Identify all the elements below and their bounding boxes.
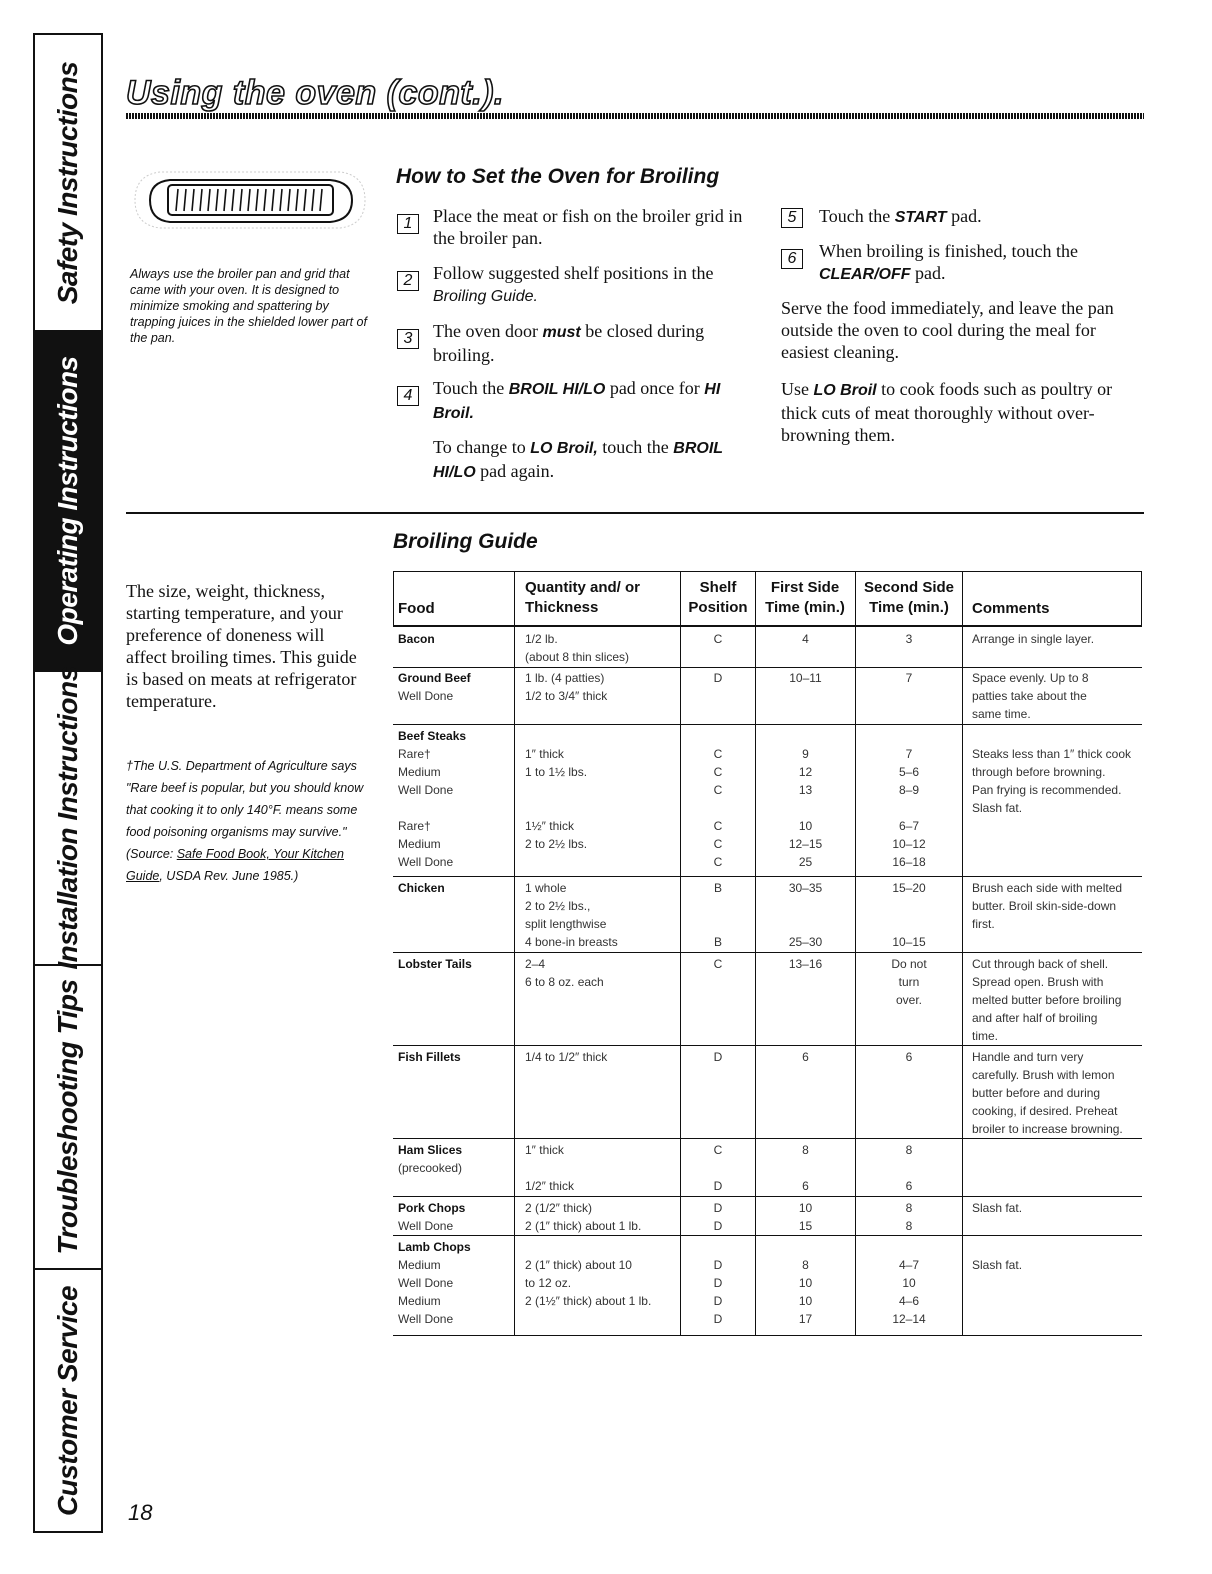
table-cell-food: Beef Steaks bbox=[398, 729, 467, 743]
table-cell-second: 8 8 bbox=[905, 1201, 913, 1233]
sidebar-tab-troubleshooting-tips[interactable] bbox=[35, 966, 101, 1270]
step-text bbox=[433, 320, 753, 366]
broiler-pan-caption: Always use the broiler pan and grid that came with your oven. It is designed to minimize smoking and spattering by trapping juices in the shielded lower part of the pan. bbox=[130, 267, 367, 345]
text-bold: must bbox=[542, 324, 581, 341]
sidebar-tab-operating-instructions[interactable] bbox=[35, 332, 101, 672]
column-header-first-side: First Side Time (min.) bbox=[765, 579, 845, 616]
text-bold: HI Broil. bbox=[433, 381, 721, 422]
table-cell-second: 15–20 10–15 bbox=[892, 881, 926, 949]
table-cell-first: 9 12 13 10 12–15 25 bbox=[788, 747, 823, 869]
table-cell-shelf: C D bbox=[713, 1143, 723, 1193]
table-cell-second: 7 bbox=[905, 671, 913, 685]
table-cell-food: Lamb Chops bbox=[398, 1240, 471, 1254]
tab-label: Troubleshooting Tips bbox=[52, 979, 83, 1255]
column-header-comments: Comments bbox=[972, 600, 1050, 617]
table-header-rule bbox=[393, 625, 1142, 627]
table-cell-second: 8 6 bbox=[905, 1143, 913, 1193]
table-cell-shelf: D bbox=[713, 671, 723, 685]
table-cell-first: 10–11 bbox=[789, 671, 822, 685]
table-cell-first: 10 15 bbox=[798, 1201, 813, 1233]
table-border-top bbox=[393, 571, 1142, 572]
table-cell-food: Lobster Tails bbox=[398, 957, 472, 971]
text: Follow suggested shelf positions in the bbox=[433, 263, 714, 283]
col-divider bbox=[962, 571, 963, 1336]
table-cell-quantity: 2 (1″ thick) about 10 to 12 oz. 2 (1½″ thick) about 1 lb. bbox=[525, 1258, 652, 1308]
table-cell-shelf: C bbox=[713, 957, 723, 971]
serve-text: Serve the food immediately, and leave the pan outside the oven to cool during the meal for easiest cleaning. bbox=[781, 298, 1114, 362]
table-cell-food: Fish Fillets bbox=[398, 1050, 461, 1064]
text: pad again. bbox=[475, 461, 555, 481]
section-divider bbox=[126, 512, 1144, 514]
note-source: Safe Food Book, Your Kitchen Guide bbox=[126, 847, 344, 883]
table-cell-shelf: C C C C C C bbox=[713, 747, 723, 869]
table-cell-comments: Steaks less than 1″ thick cook through before browning. Pan frying is recommended. Slash fat. bbox=[972, 747, 1131, 815]
row-divider bbox=[393, 1045, 1142, 1046]
tab-label: Installation Instructions bbox=[52, 666, 83, 970]
table-cell-quantity: 2 (1/2″ thick) 2 (1″ thick) about 1 lb. bbox=[525, 1201, 642, 1233]
text: be closed during broiling. bbox=[433, 321, 705, 365]
table-cell-first: 13–16 bbox=[788, 957, 823, 971]
table-cell-shelf: D bbox=[713, 1050, 723, 1064]
table-border-right bbox=[1141, 571, 1142, 626]
text: pad. bbox=[910, 263, 946, 283]
row-divider bbox=[393, 724, 1142, 725]
table-cell-food: Pork Chops bbox=[398, 1201, 466, 1215]
table-cell-shelf: D D D D bbox=[713, 1258, 723, 1326]
table-cell-comments: Arrange in single layer. bbox=[972, 632, 1095, 646]
table-cell-food-sub: Rare† Medium Well Done Rare† Medium Well Done bbox=[398, 747, 454, 869]
table-cell-food-sub: (precooked) bbox=[398, 1161, 463, 1175]
step-text bbox=[819, 205, 1139, 229]
title-rule bbox=[126, 113, 1144, 119]
step-number: 4 bbox=[397, 386, 419, 406]
text-bold: LO Broil bbox=[813, 382, 877, 399]
column-header-second-side: Second Side Time (min.) bbox=[863, 579, 955, 616]
row-divider bbox=[393, 1196, 1142, 1197]
text: To change to bbox=[433, 437, 531, 457]
text-bold: LO Broil, bbox=[530, 440, 598, 457]
table-cell-first: 4 bbox=[802, 632, 809, 646]
table-border-bottom bbox=[393, 1335, 1142, 1336]
text: pad. bbox=[946, 206, 982, 226]
table-cell-first: 8 6 bbox=[802, 1143, 809, 1193]
text: The oven door bbox=[433, 321, 543, 341]
column-header-shelf: Shelf Position bbox=[688, 579, 748, 616]
step-number: 3 bbox=[397, 329, 419, 349]
table-cell-food: Chicken bbox=[398, 881, 445, 895]
sidebar-tab-customer-service[interactable] bbox=[35, 1270, 101, 1531]
text-bold: CLEAR/OFF bbox=[819, 266, 911, 283]
step-number: 5 bbox=[781, 208, 803, 228]
row-divider bbox=[393, 1235, 1142, 1236]
table-cell-comments: Space evenly. Up to 8 patties take about the same time. bbox=[972, 671, 1089, 721]
table-cell-first: 30–35 25–30 bbox=[788, 881, 823, 949]
column-header-food: Food bbox=[398, 600, 435, 617]
row-divider bbox=[393, 1138, 1142, 1139]
tab-label: Operating Instructions bbox=[52, 356, 83, 646]
table-cell-shelf: C bbox=[713, 632, 723, 646]
table-cell-shelf: D D bbox=[713, 1201, 723, 1233]
table-cell-comments: Slash fat. bbox=[972, 1258, 1023, 1272]
page-title: Using the oven (cont.). bbox=[126, 74, 504, 112]
text-bold: BROIL HI/LO bbox=[508, 381, 606, 398]
broiling-guide-table bbox=[393, 571, 1142, 1336]
tab-label: Customer Service bbox=[52, 1285, 83, 1516]
text: pad once for bbox=[605, 378, 705, 398]
table-cell-food-sub: Well Done bbox=[398, 689, 454, 703]
table-cell-comments: Handle and turn very carefully. Brush with lemon butter before and during cooking, if desired. Preheat broiler to increase browning. bbox=[972, 1050, 1123, 1136]
guide-intro: The size, weight, thickness, starting temperature, and your preference of doneness will affect broiling times. This guide is based on meats at refrigerator temperature. bbox=[126, 581, 357, 711]
table-cell-comments: Slash fat. bbox=[972, 1201, 1023, 1215]
text: touch the bbox=[597, 437, 674, 457]
step-text: Place the meat or fish on the broiler grid in the broiler pan. bbox=[433, 206, 743, 248]
tab-label: Safety Instructions bbox=[52, 61, 83, 304]
usda-note bbox=[126, 755, 366, 887]
broiling-guide-heading: Broiling Guide bbox=[393, 530, 538, 553]
row-divider bbox=[393, 667, 1142, 668]
table-cell-quantity: 2–4 6 to 8 oz. each bbox=[525, 957, 604, 989]
text: Touch the bbox=[433, 378, 509, 398]
section-sidebar bbox=[33, 33, 103, 1533]
table-cell-second: 4–7 10 4–6 12–14 bbox=[892, 1258, 926, 1326]
table-cell-second: Do not turn over. bbox=[891, 957, 927, 1007]
table-cell-food: Bacon bbox=[398, 632, 435, 646]
step-number: 2 bbox=[397, 271, 419, 291]
table-cell-first: 8 10 10 17 bbox=[798, 1258, 813, 1326]
table-cell-quantity: 1 whole 2 to 2½ lbs., split lengthwise 4 bone-in breasts bbox=[525, 881, 618, 949]
text: When broiling is finished, touch the bbox=[819, 241, 1078, 261]
text-italic: Broiling Guide. bbox=[433, 288, 538, 305]
table-cell-quantity: 1″ thick 1 to 1½ lbs. 1½″ thick 2 to 2½ lbs. bbox=[525, 747, 588, 851]
broiler-pan-illustration bbox=[130, 160, 370, 240]
table-cell-food: Ground Beef bbox=[398, 671, 471, 685]
table-border-left bbox=[393, 571, 394, 626]
page-number: 18 bbox=[128, 1500, 153, 1525]
step-number: 6 bbox=[781, 249, 803, 269]
table-cell-quantity: 1 lb. (4 patties) 1/2 to 3/4″ thick bbox=[525, 671, 608, 703]
table-cell-first: 6 bbox=[802, 1050, 809, 1064]
table-cell-shelf: B B bbox=[713, 881, 722, 949]
table-cell-quantity: 1/4 to 1/2″ thick bbox=[525, 1050, 608, 1064]
text: to cook foods such as poultry or thick cuts of meat thoroughly without over-browning them. bbox=[781, 379, 1113, 445]
lo-broil-text bbox=[781, 378, 1141, 446]
row-divider bbox=[393, 952, 1142, 953]
row-divider bbox=[393, 876, 1142, 877]
table-cell-food-sub: Medium Well Done Medium Well Done bbox=[398, 1258, 454, 1326]
table-cell-comments: Cut through back of shell. Spread open. Brush with melted butter before broiling and after half of broiling time. bbox=[972, 957, 1122, 1043]
table-cell-food: Ham Slices bbox=[398, 1143, 463, 1157]
step-number: 1 bbox=[397, 214, 419, 234]
text-bold: START bbox=[894, 209, 947, 226]
table-cell-second: 3 bbox=[905, 632, 913, 646]
step-text bbox=[433, 262, 753, 308]
table-cell-second: 6 bbox=[905, 1050, 913, 1064]
sidebar-tab-installation-instructions[interactable] bbox=[35, 666, 101, 970]
step-text bbox=[433, 377, 753, 425]
table-cell-food-sub: Well Done bbox=[398, 1219, 454, 1233]
column-header-quantity: Quantity and/ or Thickness bbox=[525, 579, 641, 616]
text-bold: BROIL HI/LO bbox=[433, 440, 723, 481]
table-cell-second: 7 5–6 8–9 6–7 10–12 16–18 bbox=[892, 747, 926, 869]
table-cell-quantity: 1″ thick 1/2″ thick bbox=[525, 1143, 574, 1193]
table-cell-comments: Brush each side with melted butter. Broil skin-side-down first. bbox=[972, 881, 1123, 931]
note-text: †The U.S. Department of Agriculture says "Rare beef is popular, but you should know that cooking it to only 140°F. means some food poisoning organisms may survive." (Source: bbox=[126, 759, 364, 861]
col-divider bbox=[514, 571, 515, 1336]
text: Use bbox=[781, 379, 814, 399]
sidebar-tab-safety-instructions[interactable] bbox=[35, 35, 101, 332]
text: Touch the bbox=[819, 206, 895, 226]
howto-heading: How to Set the Oven for Broiling bbox=[396, 165, 720, 188]
step-4-extra bbox=[433, 436, 753, 484]
table-cell-quantity: 1/2 lb. (about 8 thin slices) bbox=[525, 632, 630, 664]
step-text bbox=[819, 240, 1139, 286]
note-text: , USDA Rev. June 1985.) bbox=[159, 869, 299, 883]
